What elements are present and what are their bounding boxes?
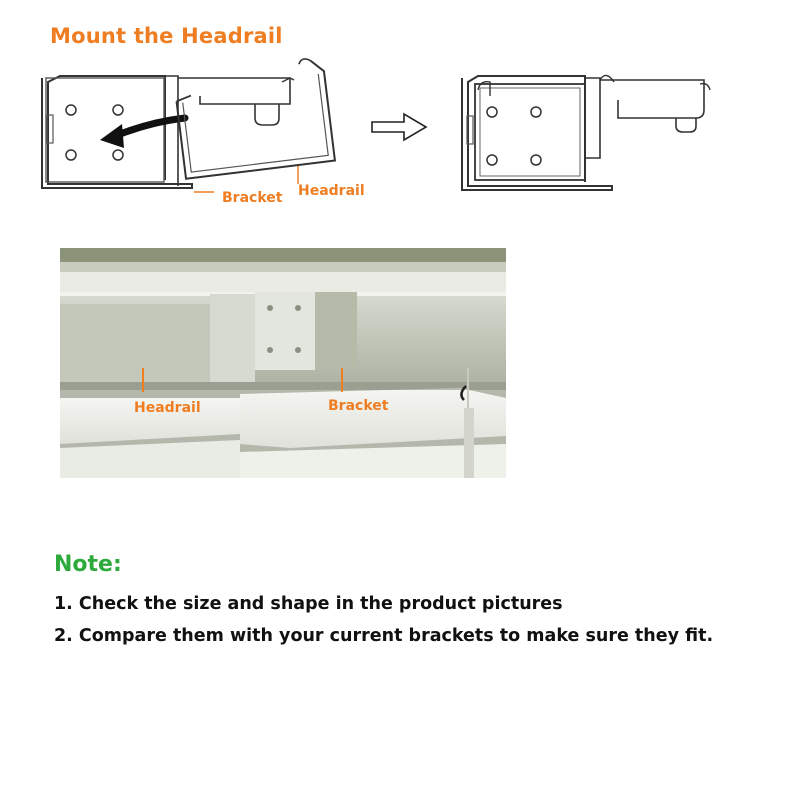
bracket-callout-photo: Bracket: [328, 398, 389, 414]
headrail-callout-diagram: Headrail: [298, 183, 365, 199]
note-item-2: 2. Compare them with your current brackets to make sure they fit.: [54, 626, 714, 646]
page-title: Mount the Headrail: [50, 24, 283, 48]
bracket-callout-diagram: Bracket: [222, 190, 283, 206]
installation-photo: [60, 248, 506, 478]
headrail-callout-photo: Headrail: [134, 400, 201, 416]
diagram-before-mounting: [0, 0, 800, 240]
note-heading: Note:: [54, 552, 122, 577]
note-item-1: 1. Check the size and shape in the product pictures: [54, 594, 563, 614]
